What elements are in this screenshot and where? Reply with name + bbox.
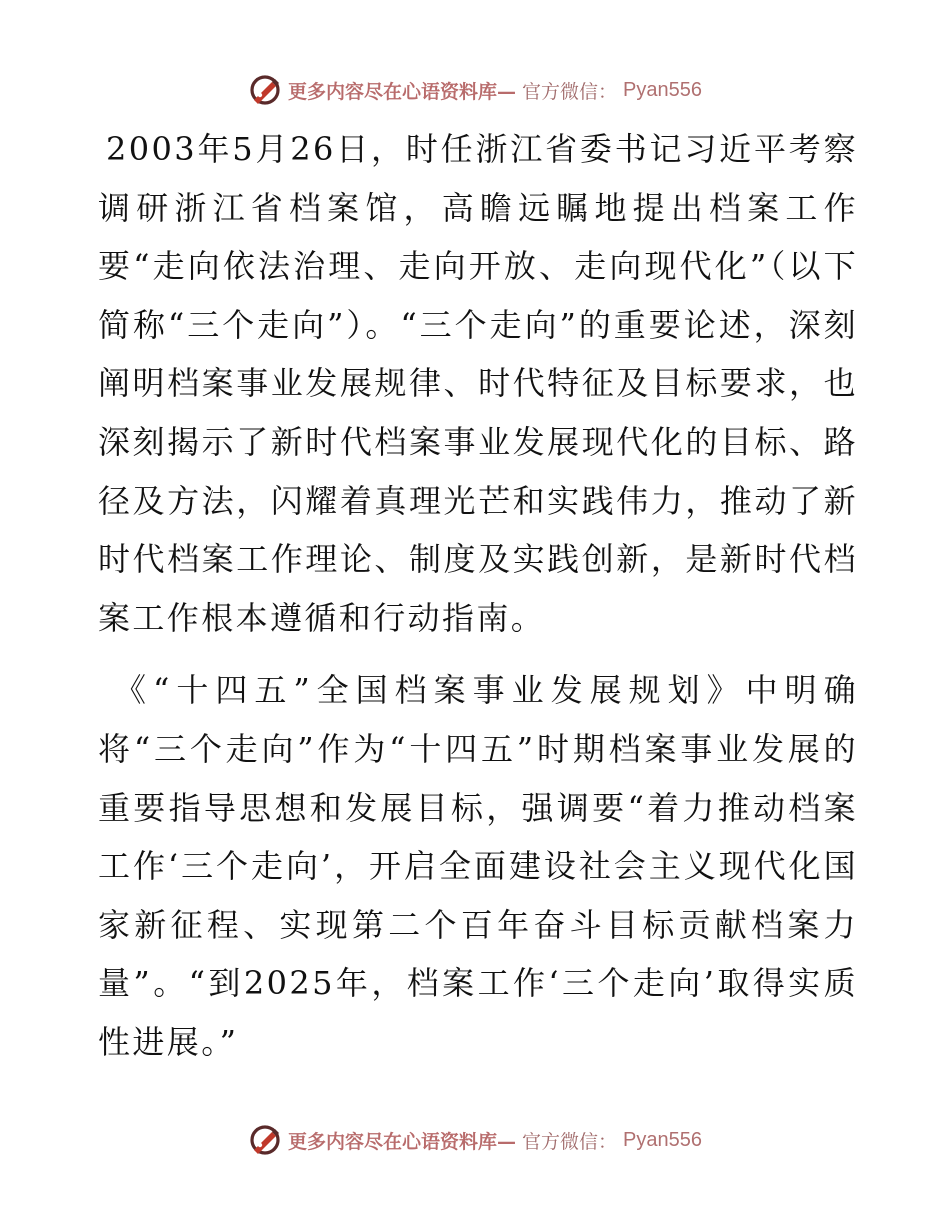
- header-watermark-banner: [0, 70, 950, 110]
- banner-wechat-label: 官方微信：: [522, 1130, 618, 1153]
- banner-wechat-label: 官方微信：: [522, 80, 618, 103]
- banner-text: 更多内容尽在心语资料库—: [288, 80, 517, 103]
- document-body: [98, 120, 858, 1072]
- banner-text: 更多内容尽在心语资料库—: [288, 1130, 517, 1153]
- paragraph-2: 《“十四五”全国档案事业发展规划》中明确将“三个走向”作为“十四五”时期档案事业发展的重要指导思想和发展目标，强调要“着力推动档案工作‘三个走向’，开启全面建设社会主义现代化国家新征程、实现第二个百年奋斗目标贡献档案力量”。“到2025年，档案工作‘三个走向’取得实质性进展。”: [98, 671, 858, 1061]
- banner-wechat-id: Pyan556: [623, 1128, 702, 1151]
- paragraph-1: 2003年5月26日，时任浙江省委书记习近平考察调研浙江省档案馆，高瞻远瞩地提出档案工作要“走向依法治理、走向开放、走向现代化”（以下简称“三个走向”）。“三个走向”的重要论述，深刻阐明档案事业发展规律、时代特征及目标要求，也深刻揭示了新时代档案事业发展现代化的目标、路径及方法，闪耀着真理光芒和实践伟力，推动了新时代档案工作理论、制度及实践创新，是新时代档案工作根本遵循和行动指南。: [98, 130, 858, 637]
- pen-circle-logo-icon: [248, 1123, 282, 1157]
- banner-wechat-id: Pyan556: [623, 78, 702, 101]
- pen-circle-logo-icon: [248, 73, 282, 107]
- footer-watermark-banner: [0, 1120, 950, 1160]
